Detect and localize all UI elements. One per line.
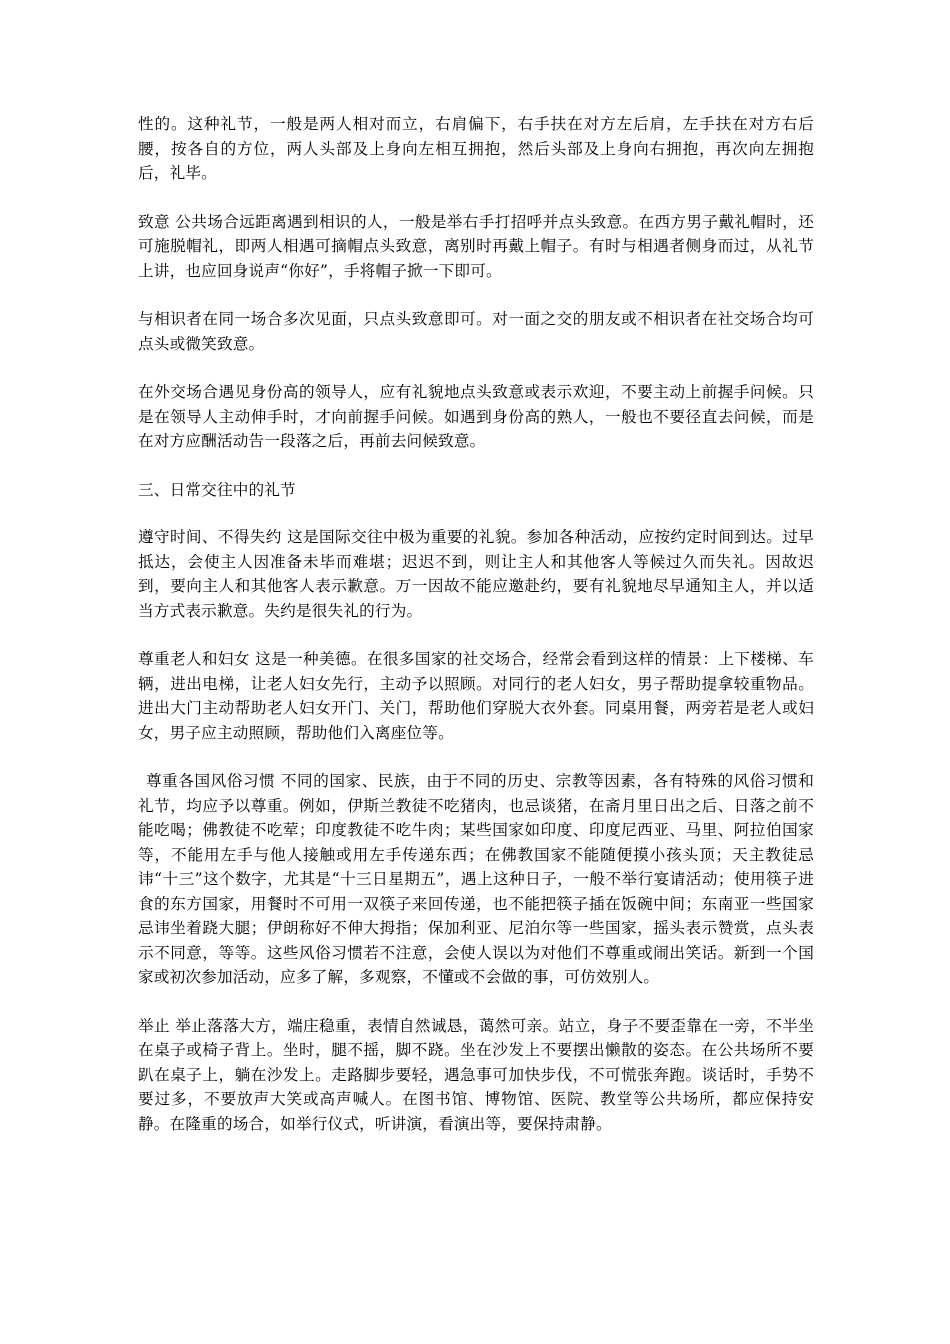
paragraph-diplomatic-greeting: 在外交场合遇见身份高的领导人，应有礼貌地点头致意或表示欢迎，不要主动上前握手问候。只是在领导人主动伸手时，才向前握手问候。如遇到身份高的熟人，一般也不要径直去问候，而是在对方应酬活动告一段落之后，再前去问候致意。 (138, 383, 814, 450)
paragraph-greeting-gesture: 致意 公共场合远距离遇到相识的人，一般是举右手打招呼并点头致意。在西方男子戴礼帽时，还可施脱帽礼，即两人相遇可摘帽点头致意，离别时再戴上帽子。有时与相遇者侧身而过，从礼节上讲，也应回身说声“你好”，手将帽子掀一下即可。 (138, 212, 814, 280)
paragraph-respect-customs: 尊重各国风俗习惯 不同的国家、民族，由于不同的历史、宗教等因素，各有特殊的风俗习惯和礼节，均应予以尊重。例如，伊斯兰教徒不吃猪肉，也忌谈猪，在斋月里日出之后、日落之前不能吃喝；佛教徒不吃荤；印度教徒不吃牛肉；某些国家如印度、印度尼西亚、马里、阿拉伯国家等，不能用左手与他人接触或用左手传递东西；在佛教国家不能随便摸小孩头顶；天主教徒忌讳“十三”这个数字，尤其是“十三日星期五”，遇上这种日子，一般不举行宴请活动；使用筷子进食的东方国家，用餐时不可用一双筷子来回传递，也不能把筷子插在饭碗中间；东南亚一些国家忌讳坐着跷大腿；伊朗称好不伸大拇指；保加利亚、尼泊尔等一些国家，摇头表示赞赏，点头表示不同意，等等。这些风俗习惯若不注意，会使人误以为对他们不尊重或闹出笑话。新到一个国家或初次参加活动，应多了解，多观察，不懂或不会做的事，可仿效别人。 (138, 772, 814, 986)
paragraph-respect-elders-women: 尊重老人和妇女 这是一种美德。在很多国家的社交场合，经常会看到这样的情景：上下楼梯、车辆，进出电梯，让老人妇女先行，主动予以照顾。对同行的老人妇女，男子帮助提拿较重物品。进出大门主动帮助老人妇女开门、关门，帮助他们穿脱大衣外套。同桌用餐，两旁若是老人或妇女，男子应主动照顾，帮助他们入离座位等。 (138, 650, 814, 742)
document-page (138, 112, 814, 1160)
paragraph-repeated-meeting: 与相识者在同一场合多次见面，只点头致意即可。对一面之交的朋友或不相识者在社交场合均可点头或微笑致意。 (138, 310, 814, 353)
section-heading-daily-etiquette: 三、日常交往中的礼节 (138, 480, 296, 499)
paragraph-manners: 举止 举止落落大方，端庄稳重，表情自然诚恳，蔼然可亲。站立，身子不要歪靠在一旁，不半坐在桌子或椅子背上。坐时，腿不摇，脚不跷。坐在沙发上不要摆出懒散的姿态。在公共场所不要趴在桌子上，躺在沙发上。走路脚步要轻，遇急事可加快步伐，不可慌张奔跑。谈话时，手势不要过多，不要放声大笑或高声喊人。在图书馆、博物馆、医院、教堂等公共场所，都应保持安静。在隆重的场合，如举行仪式，听讲演，看演出等，要保持肃静。 (138, 1016, 814, 1133)
paragraph-embrace-etiquette: 性的。这种礼节，一般是两人相对而立，右肩偏下，右手扶在对方左后肩，左手扶在对方右后腰，按各自的方位，两人头部及上身向左相互拥抱，然后头部及上身向右拥抱，再次向左拥抱后，礼毕。 (138, 115, 814, 182)
paragraph-punctuality: 遵守时间、不得失约 这是国际交往中极为重要的礼貌。参加各种活动，应按约定时间到达。过早抵达，会使主人因准备未毕而难堪；迟迟不到，则让主人和其他客人等候过久而失礼。因故迟到，要向主人和其他客人表示歉意。万一因故不能应邀赴约，要有礼貌地尽早通知主人，并以适当方式表示歉意。失约是很失礼的行为。 (138, 528, 814, 620)
